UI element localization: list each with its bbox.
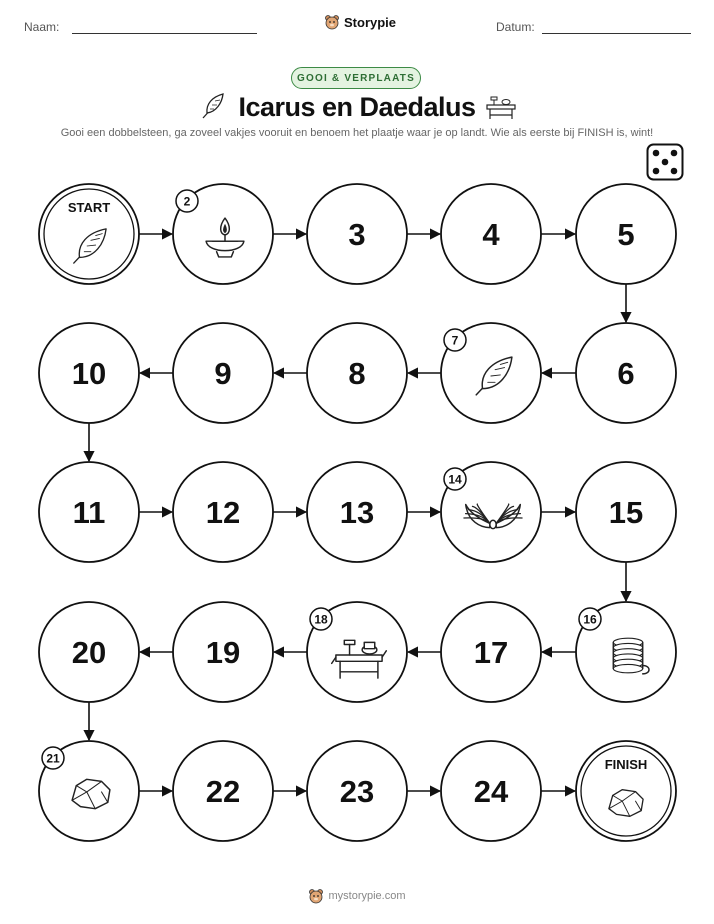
- cell-number-badge: 7: [451, 333, 459, 348]
- board-cell-18: [307, 602, 407, 702]
- board-cell-11: [39, 462, 139, 562]
- cell-number: 19: [205, 635, 241, 670]
- cell-number: 10: [71, 356, 107, 391]
- board-cell-10: [39, 323, 139, 423]
- board-cell-24: [441, 741, 541, 841]
- bear-mascot-icon: [308, 888, 324, 904]
- name-label: Naam:: [24, 20, 60, 34]
- date-label: Datum:: [496, 20, 535, 34]
- cell-number: 23: [339, 774, 375, 809]
- cell-number: 8: [348, 356, 366, 391]
- board-cell-5: [576, 184, 676, 284]
- start-label: START: [67, 200, 111, 215]
- board-cell-12: [173, 462, 273, 562]
- board-cell-1: [39, 184, 139, 284]
- cell-number-badge: 14: [448, 472, 462, 487]
- board-cell-17: [441, 602, 541, 702]
- cell-number: 3: [348, 217, 366, 252]
- cell-number-badge: 2: [183, 194, 191, 209]
- board-cell-19: [173, 602, 273, 702]
- cell-number-badge: 21: [46, 751, 60, 766]
- board-cell-14: [441, 462, 541, 562]
- cell-number: 22: [205, 774, 241, 809]
- cell-number: 4: [482, 217, 500, 252]
- cell-number: 13: [339, 495, 375, 530]
- footer-url: mystorypie.com: [328, 890, 406, 902]
- finish-label: FINISH: [604, 757, 648, 772]
- cell-number: 5: [617, 217, 635, 252]
- cell-number: 17: [473, 635, 509, 670]
- board-cell-6: [576, 323, 676, 423]
- cell-number: 20: [71, 635, 107, 670]
- cell-number-badge: 18: [314, 612, 328, 627]
- board-cell-8: [307, 323, 407, 423]
- cell-number: 9: [214, 356, 232, 391]
- cell-number: 12: [205, 495, 241, 530]
- board-cell-15: [576, 462, 676, 562]
- cell-number: 24: [473, 774, 509, 809]
- page-title: Icarus en Daedalus: [238, 92, 476, 122]
- instructions: Gooi een dobbelsteen, ga zoveel vakjes vooruit en benoem het plaatje waar je op landt. Wie als eerste bij FINISH is, wint!: [60, 127, 654, 139]
- board-cell-23: [307, 741, 407, 841]
- board-cell-20: [39, 602, 139, 702]
- board-cell-9: [173, 323, 273, 423]
- cell-number: 15: [608, 495, 644, 530]
- board-cell-3: [307, 184, 407, 284]
- board-cell-13: [307, 462, 407, 562]
- board-cell-4: [441, 184, 541, 284]
- cell-number: 11: [72, 495, 106, 530]
- board-cell-22: [173, 741, 273, 841]
- brand-name: Storypie: [344, 14, 397, 30]
- cell-number-badge: 16: [583, 612, 597, 627]
- cell-number: 6: [617, 356, 635, 391]
- game-type-badge: GOOI & VERPLAATS: [291, 67, 421, 89]
- footer: [0, 888, 714, 904]
